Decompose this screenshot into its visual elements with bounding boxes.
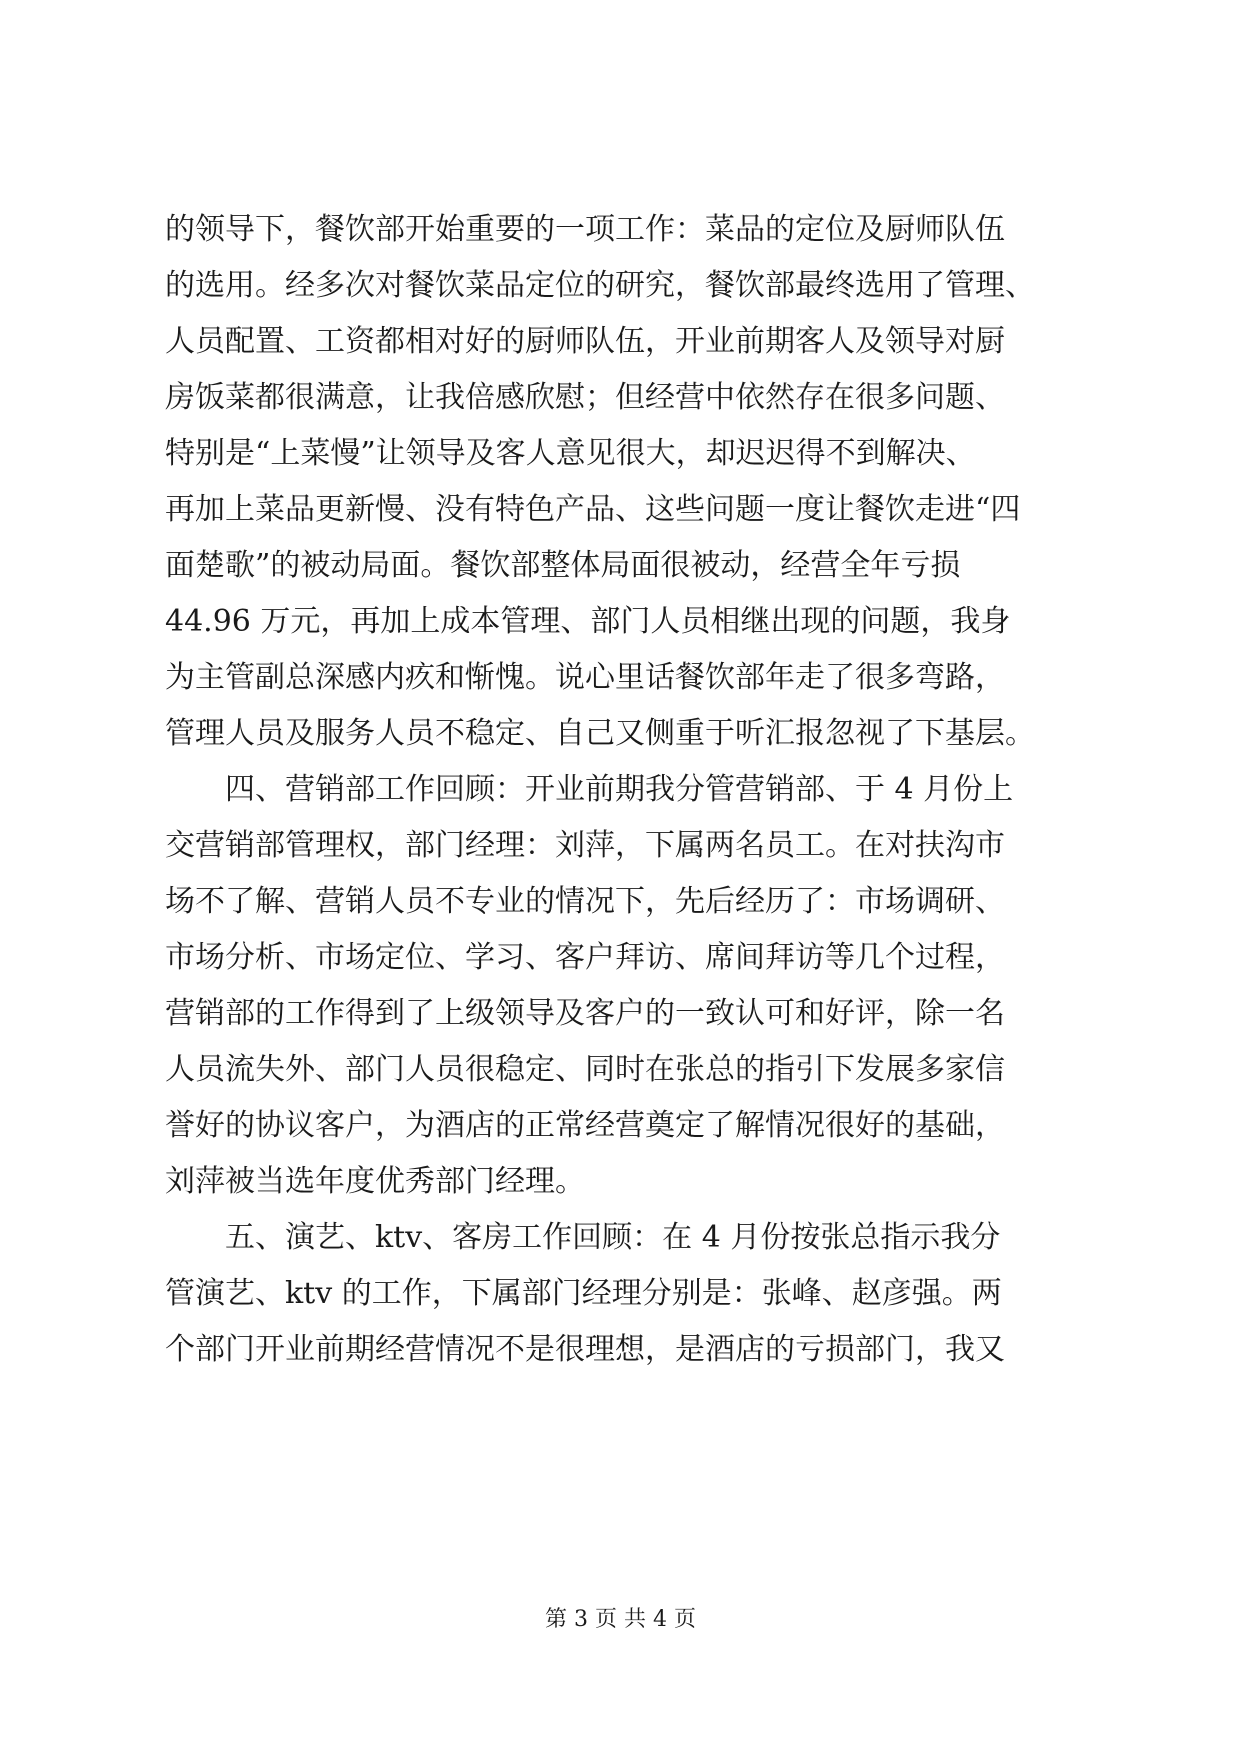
text-line: 誉好的协议客户，为酒店的正常经营奠定了解情况很好的基础， [165,1108,1005,1143]
text-line: 面楚歌”的被动局面。餐饮部整体局面很被动，经营全年亏损 [165,548,961,583]
text-line: 44.96 万元，再加上成本管理、部门人员相继出现的问题，我身 [165,604,1011,639]
page-number-footer: 第 3 页 共 4 页 [545,1607,696,1632]
text-line: 为主管副总深感内疚和惭愧。说心里话餐饮部年走了很多弯路， [165,660,1005,695]
text-line: 的选用。经多次对餐饮菜品定位的研究，餐饮部最终选用了管理、 [165,268,1035,303]
text-line: 的领导下，餐饮部开始重要的一项工作：菜品的定位及厨师队伍 [165,212,1005,247]
text-line: 再加上菜品更新慢、没有特色产品、这些问题一度让餐饮走进“四 [165,492,1021,527]
text-line: 管理人员及服务人员不稳定、自己又侧重于听汇报忽视了下基层。 [165,716,1035,751]
text-line: 个部门开业前期经营情况不是很理想，是酒店的亏损部门，我又 [165,1332,1005,1367]
section-heading-entertainment: 五、演艺、ktv、客房工作回顾：在 4 月份按张总指示我分 [225,1220,1001,1255]
section-heading-marketing: 四、营销部工作回顾：开业前期我分管营销部、于 4 月份上 [225,772,1014,807]
text-line: 管演艺、ktv 的工作，下属部门经理分别是：张峰、赵彦强。两 [165,1276,1002,1311]
text-line: 特别是“上菜慢”让领导及客人意见很大，却迟迟得不到解决、 [165,436,976,471]
text-line: 交营销部管理权，部门经理：刘萍，下属两名员工。在对扶沟市 [165,828,1005,863]
text-line: 场不了解、营销人员不专业的情况下，先后经历了：市场调研、 [165,884,1005,919]
text-line: 人员配置、工资都相对好的厨师队伍，开业前期客人及领导对厨 [165,324,1005,359]
text-line: 市场分析、市场定位、学习、客户拜访、席间拜访等几个过程， [165,940,1005,975]
text-line: 房饭菜都很满意，让我倍感欣慰；但经营中依然存在很多问题、 [165,380,1005,415]
text-line: 营销部的工作得到了上级领导及客户的一致认可和好评，除一名 [165,996,1005,1031]
text-line: 刘萍被当选年度优秀部门经理。 [165,1164,585,1199]
text-line: 人员流失外、部门人员很稳定、同时在张总的指引下发展多家信 [165,1052,1005,1087]
